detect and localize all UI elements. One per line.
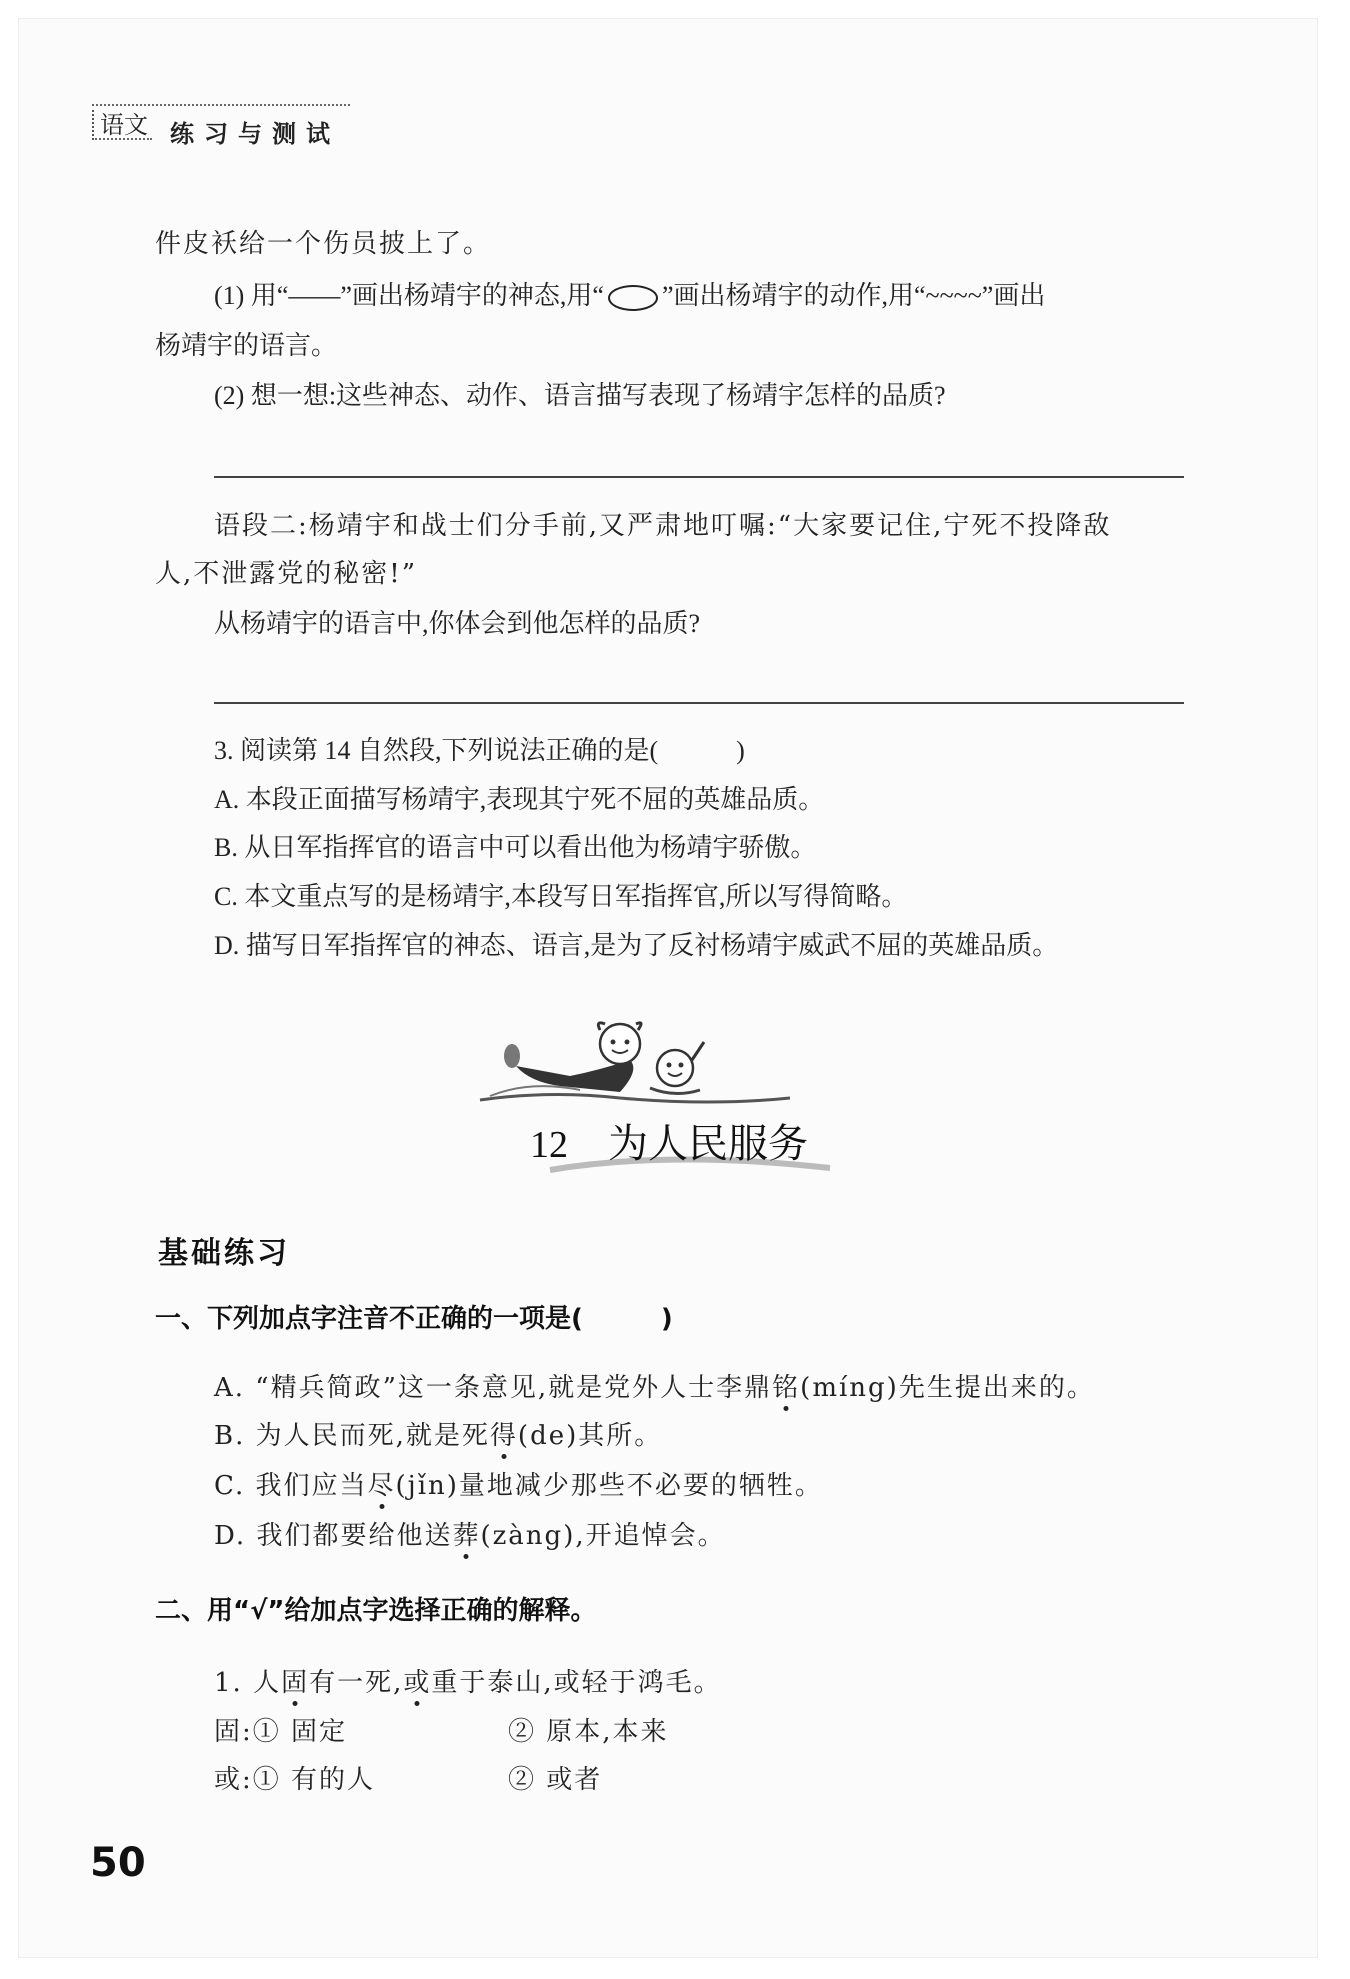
part-2-row-gu-choice-2[interactable]: ② 原本,本来 (508, 1717, 669, 1747)
row-char: 固: (214, 1717, 253, 1747)
part-1-option-d (214, 1518, 726, 1554)
option-text: (zàng),开追悼会。 (480, 1521, 726, 1551)
question-1-suffix: ”画出杨靖宇的动作,用“~~~~”画出 (661, 281, 1046, 310)
header-book-title: 练习与测试 (170, 120, 340, 148)
choice-1[interactable]: ① 固定 (252, 1717, 348, 1747)
part-2-row-huo (214, 1762, 375, 1798)
passage-two-line1: 语段二:杨靖宇和战士们分手前,又严肃地叮嘱:“大家要记住,宁死不投降敌 (214, 511, 1112, 541)
passage-continuation: 件皮袄给一个伤员披上了。 (155, 229, 492, 259)
question-3-option-b: B. 从日军指挥官的语言中可以看出他为杨靖宇骄傲。 (214, 833, 817, 862)
dotted-char: 固 (281, 1668, 310, 1698)
option-text: (míng)先生提出来的。 (800, 1373, 1095, 1403)
dotted-char: 得 (489, 1421, 518, 1451)
part-2-row-huo-choice-2[interactable]: ② 或者 (508, 1765, 603, 1795)
option-text: (de)其所。 (517, 1421, 663, 1451)
oval-mark-icon (608, 285, 658, 311)
question-1-line2: 杨靖宇的语言。 (155, 331, 338, 360)
question-3-stem: 3. 阅读第 14 自然段,下列说法正确的是( ) (214, 736, 745, 765)
header-subject: 语文 (92, 110, 148, 140)
answer-line-2[interactable] (214, 702, 1184, 704)
option-text: A. “精兵简政”这一条意见,就是党外人士李鼎 (214, 1373, 773, 1403)
item-text: 有一死, (309, 1668, 404, 1698)
part-1-heading: 一、下列加点字注音不正确的一项是( ) (155, 1304, 673, 1334)
lesson-number: 12 (530, 1124, 568, 1166)
item-text: 1. 人 (214, 1668, 282, 1698)
lesson-title (530, 1112, 808, 1169)
choice-1[interactable]: ① 有的人 (252, 1765, 376, 1795)
part-1-option-b (214, 1418, 662, 1454)
part-2-item-1 (214, 1665, 722, 1701)
option-text: B. 为人民而死,就是死 (214, 1421, 490, 1451)
question-3-option-d: D. 描写日军指挥官的神态、语言,是为了反衬杨靖宇威武不屈的英雄品质。 (214, 931, 1059, 960)
dotted-char: 葬 (452, 1521, 481, 1551)
option-text: D. 我们都要给他送 (214, 1521, 453, 1551)
question-1-line1 (214, 278, 1045, 314)
part-2-heading: 二、用“√”给加点字选择正确的解释。 (155, 1596, 597, 1626)
part-1-option-c (214, 1468, 823, 1504)
item-text: 重于泰山,或轻于鸿毛。 (431, 1668, 722, 1698)
question-2: (2) 想一想:这些神态、动作、语言描写表现了杨靖宇怎样的品质? (214, 381, 946, 410)
page-number: 50 (90, 1840, 146, 1886)
part-2-row-gu (214, 1714, 347, 1750)
question-1-prefix: (1) 用“——”画出杨靖宇的神态,用“ (214, 281, 604, 310)
lesson-name: 为人民服务 (608, 1121, 808, 1167)
question-3-option-c: C. 本文重点写的是杨靖宇,本段写日军指挥官,所以写得简略。 (214, 882, 908, 911)
passage-two-question: 从杨靖宇的语言中,你体会到他怎样的品质? (214, 609, 701, 638)
option-text: (jǐn)量地减少那些不必要的牺牲。 (395, 1471, 823, 1501)
section-title: 基础练习 (158, 1236, 290, 1271)
part-1-option-a (214, 1370, 1095, 1406)
row-char: 或: (214, 1765, 253, 1795)
answer-line-1[interactable] (214, 476, 1184, 478)
header-dotted-rule (92, 104, 350, 106)
dotted-char: 尽 (367, 1471, 396, 1501)
question-3-option-a: A. 本段正面描写杨靖宇,表现其宁死不屈的英雄品质。 (214, 785, 825, 814)
passage-two-line2: 人,不泄露党的秘密!” (155, 559, 418, 589)
dotted-char: 铭 (772, 1373, 801, 1403)
dotted-char: 或 (403, 1668, 432, 1698)
option-text: C. 我们应当 (214, 1471, 368, 1501)
